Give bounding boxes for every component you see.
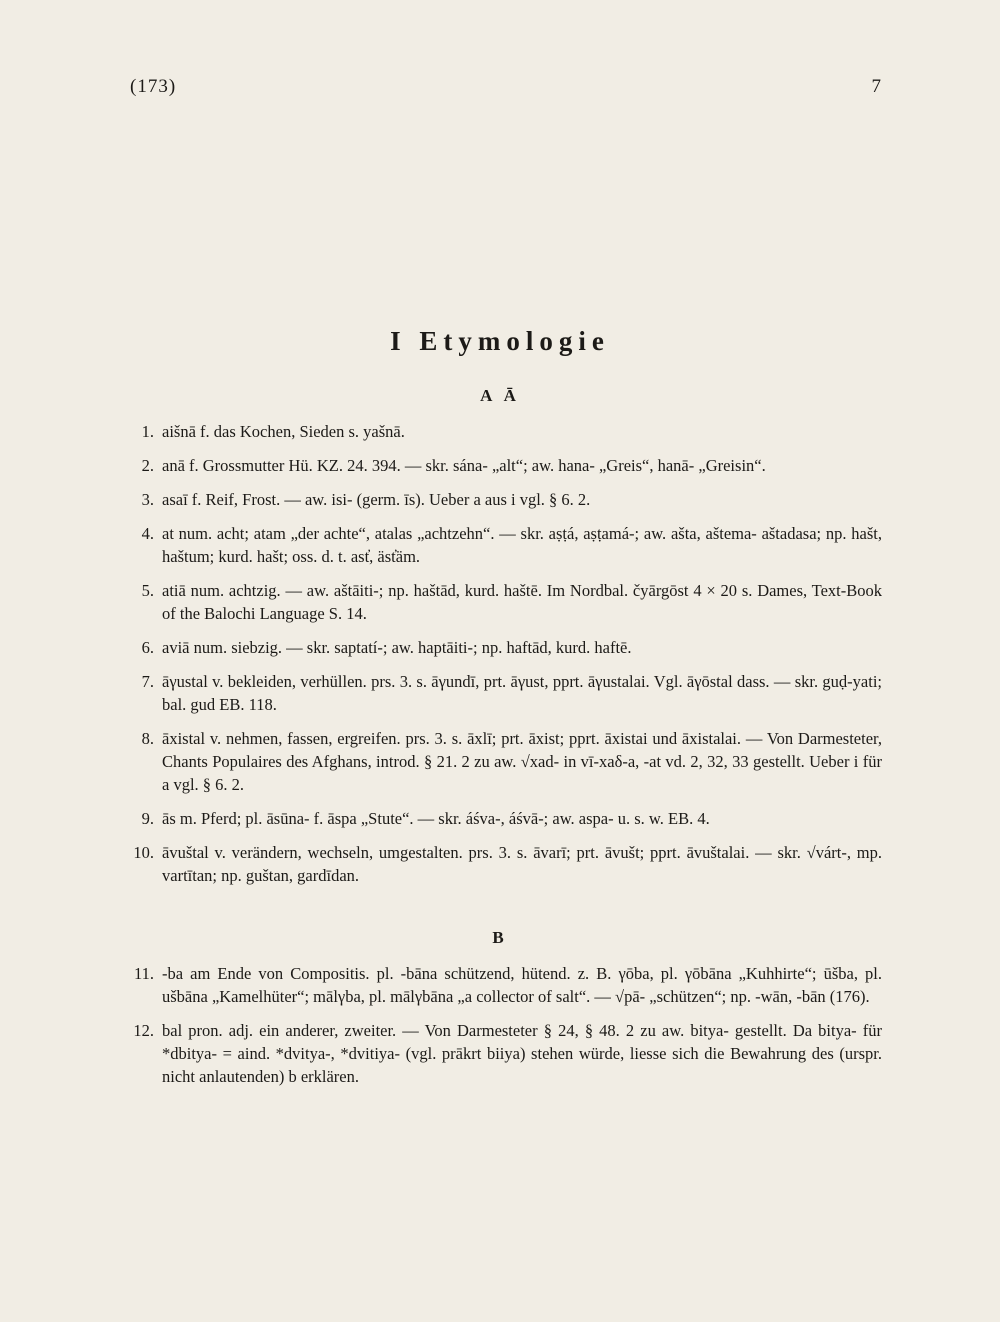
entry-number: 3. [141, 490, 154, 509]
entry-9 [126, 807, 882, 830]
page-number: 7 [871, 76, 882, 97]
entry-number: 10. [133, 843, 154, 862]
entry-number: 5. [141, 581, 154, 600]
entry-number: 6. [141, 638, 154, 657]
entry-12 [126, 1019, 882, 1088]
section-heading-a: A Ā [480, 386, 520, 405]
entry-number: 8. [141, 729, 154, 748]
entry-1 [126, 420, 882, 443]
entry-number: 1. [141, 422, 154, 441]
entry-2 [126, 454, 882, 477]
entry-number: 12. [133, 1021, 154, 1040]
entry-number: 11. [133, 964, 154, 983]
entry-text: -ba am Ende von Compositis. pl. -bāna schützend, hütend. z. B. γōba, pl. γōbāna „Kuhhirte“; ūšba, pl. ušbāna „Kamelhüter“; mālγba, pl. mālγbāna „a collector of salt“. — √pā- „schützen“; np. -wān, -bān (176). [162, 964, 882, 1006]
entry-text: bal pron. adj. ein anderer, zweiter. — Von Darmesteter § 24, § 48. 2 zu aw. bitya- gestellt. Da bitya- für *dbitya- = aind. *dvitya-, *dvitiya- (vgl. prākrt biiya) stehen würde, liesse sich die Bewahrung des (urspr. nicht anlautenden) b erklären. [162, 1021, 882, 1086]
entry-4 [126, 522, 882, 568]
entry-8 [126, 727, 882, 796]
entry-3 [126, 488, 882, 511]
entry-text: ās m. Pferd; pl. āsūna- f. āspa „Stute“. — skr. áśva-, áśvā-; aw. aspa- u. s. w. EB. 4. [162, 809, 710, 828]
section-heading-b: B [492, 928, 508, 947]
page-section-number: (173) [130, 76, 177, 97]
entry-7 [126, 670, 882, 716]
entry-text: aviā num. siebzig. — skr. saptatí-; aw. haptāiti-; np. haftād, kurd. haftē. [162, 638, 632, 657]
entry-number: 9. [141, 809, 154, 828]
entry-5 [126, 579, 882, 625]
entry-text: asaī f. Reif, Frost. — aw. isi- (germ. īs). Ueber a aus i vgl. § 6. 2. [162, 490, 591, 509]
entry-list-b [126, 962, 882, 1099]
entry-text: aišnā f. das Kochen, Sieden s. yašnā. [162, 422, 405, 441]
entry-6 [126, 636, 882, 659]
entry-number: 2. [141, 456, 154, 475]
entry-number: 4. [141, 524, 154, 543]
entry-text: āxistal v. nehmen, fassen, ergreifen. prs. 3. s. āxlī; prt. āxist; pprt. āxistai und āxistalai. — Von Darmesteter, Chants Populaires des Afghans, introd. § 21. 2 zu aw. √xad- in vī-xaδ-a, -at vd. 2, 32, 33 gestellt. Ueber i für a vgl. § 6. 2. [162, 729, 882, 794]
entry-text: anā f. Grossmutter Hü. KZ. 24. 394. — skr. sána- „alt“; aw. hana- „Greis“, hanā- „Greisin“. [162, 456, 766, 475]
entry-list-a [126, 420, 882, 898]
entry-11 [126, 962, 882, 1008]
entry-10 [126, 841, 882, 887]
entry-text: at num. acht; atam „der achte“, atalas „achtzehn“. — skr. aṣṭá, aṣṭamá-; aw. ašta, aštema- aštadasa; np. hašt, haštum; kurd. hašt; oss. d. t. ast̓, äst̓äm. [162, 524, 882, 566]
entry-text: atiā num. achtzig. — aw. aštāiti-; np. haštād, kurd. haštē. Im Nordbal. čyārgōst 4 × 20 s. Dames, Text-Book of the Balochi Language S. 14. [162, 581, 882, 623]
chapter-title: I Etymologie [390, 326, 610, 356]
entry-text: āvuštal v. verändern, wechseln, umgestalten. prs. 3. s. āvarī; prt. āvušt; pprt. āvuštalai. — skr. √várt-, mp. vartītan; np. guštan, gardīdan. [162, 843, 882, 885]
entry-text: āγustal v. bekleiden, verhüllen. prs. 3. s. āγundī, prt. āγust, pprt. āγustalai. Vgl. āγōstal dass. — skr. guḍ-yati; bal. gud EB. 118. [162, 672, 882, 714]
entry-number: 7. [141, 672, 154, 691]
